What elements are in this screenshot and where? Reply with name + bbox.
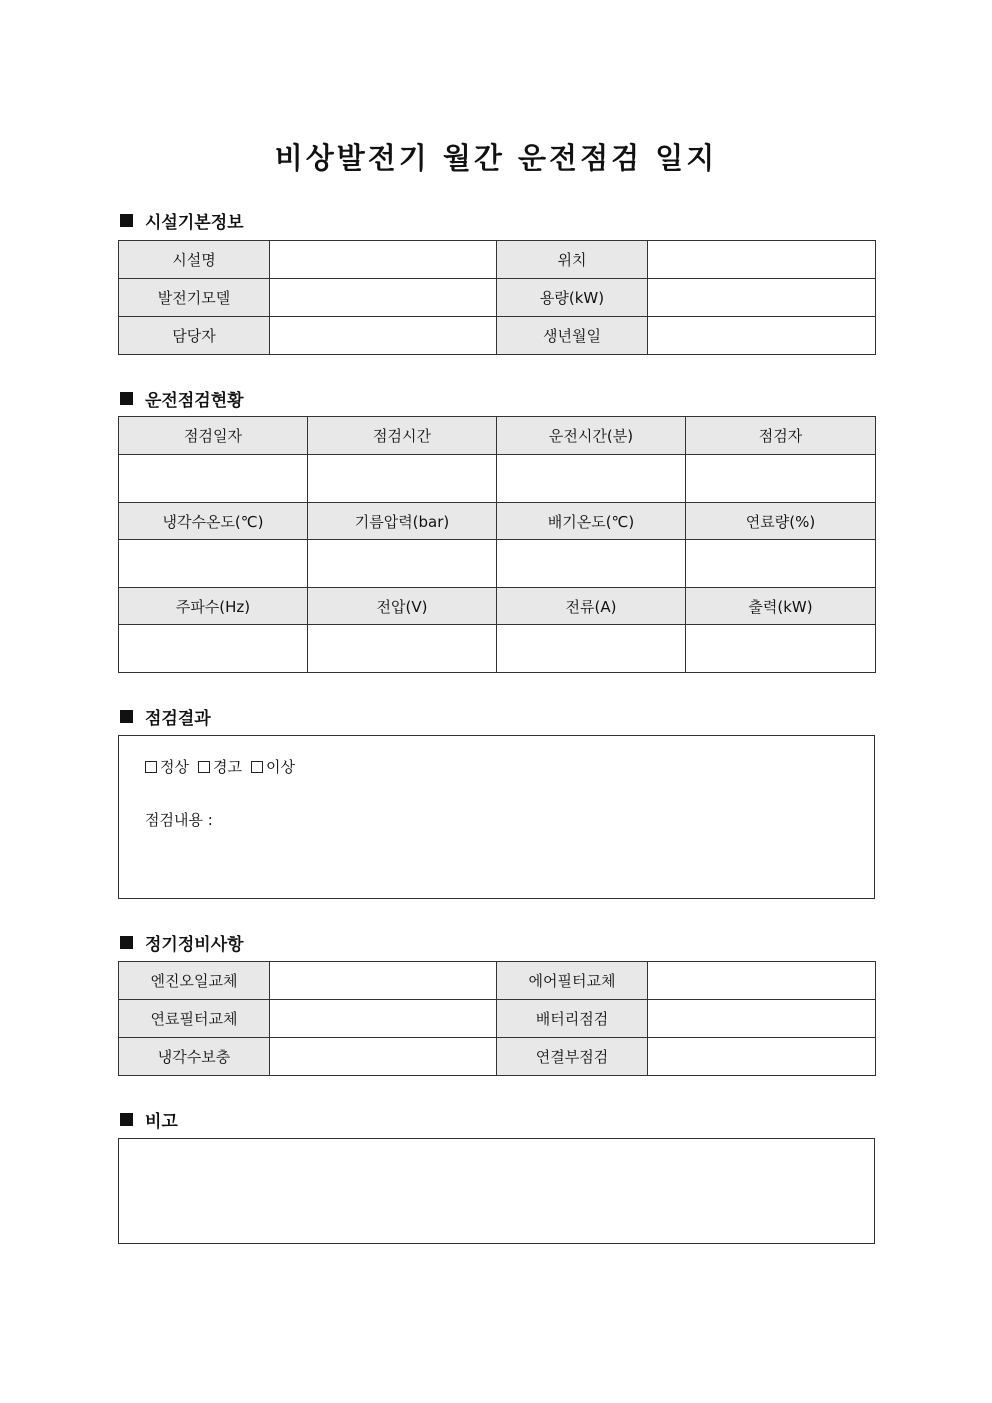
checkbox-label: 이상 [265,758,295,776]
inspection-content-label: 점검내용 : [145,811,213,829]
input-engine-oil[interactable] [270,962,497,1000]
input-inspection-time[interactable] [308,455,497,503]
label-location: 위치 [497,241,648,279]
checkbox-label: 경고 [212,758,242,776]
section-heading-operation [120,386,244,411]
input-fuel-filter[interactable] [270,1000,497,1038]
input-capacity[interactable] [648,279,876,317]
input-battery-check[interactable] [648,1000,876,1038]
square-bullet-icon [120,392,133,405]
input-connection-check[interactable] [648,1038,876,1076]
table-row [119,417,876,455]
table-row [119,1000,876,1038]
label-engine-oil: 엔진오일교체 [119,962,270,1000]
checkbox-warning[interactable] [198,756,242,777]
remarks-box[interactable] [118,1138,875,1244]
table-row [119,588,876,625]
label-inspection-date: 점검일자 [119,417,308,455]
checkbox-abnormal[interactable] [251,756,295,777]
square-bullet-icon [120,214,133,227]
label-output: 출력(kW) [686,588,876,625]
label-generator-model: 발전기모델 [119,279,270,317]
table-row [119,317,876,355]
label-manager: 담당자 [119,317,270,355]
checkbox-icon[interactable] [145,761,157,773]
square-bullet-icon [120,936,133,949]
checkbox-icon[interactable] [198,761,210,773]
label-battery-check: 배터리점검 [497,1000,648,1038]
section-heading-maintenance [120,930,244,955]
section-title: 정기정비사항 [145,935,244,955]
input-oil-pressure[interactable] [308,540,497,588]
input-fuel-level[interactable] [686,540,876,588]
result-box [118,735,875,899]
section-heading-result [120,704,211,729]
label-frequency: 주파수(Hz) [119,588,308,625]
table-row [119,540,876,588]
page-title: 비상발전기 월간 운전점검 일지 [274,141,718,175]
label-coolant-refill: 냉각수보충 [119,1038,270,1076]
input-run-time[interactable] [497,455,686,503]
input-location[interactable] [648,241,876,279]
table-row [119,625,876,673]
label-oil-pressure: 기름압력(bar) [308,503,497,540]
input-manager[interactable] [270,317,497,355]
label-fuel-filter: 연료필터교체 [119,1000,270,1038]
label-air-filter: 에어필터교체 [497,962,648,1000]
section-title: 비고 [145,1112,178,1132]
checkbox-icon[interactable] [251,761,263,773]
square-bullet-icon [120,1113,133,1126]
input-coolant-temp[interactable] [119,540,308,588]
label-connection-check: 연결부점검 [497,1038,648,1076]
input-output[interactable] [686,625,876,673]
label-run-time: 운전시간(분) [497,417,686,455]
input-generator-model[interactable] [270,279,497,317]
label-voltage: 전압(V) [308,588,497,625]
input-frequency[interactable] [119,625,308,673]
input-air-filter[interactable] [648,962,876,1000]
section-title: 운전점검현황 [145,391,244,411]
section-heading-basic-info [120,208,244,233]
input-inspection-date[interactable] [119,455,308,503]
label-facility-name: 시설명 [119,241,270,279]
maintenance-table [118,961,876,1076]
table-row [119,962,876,1000]
input-current[interactable] [497,625,686,673]
input-coolant-refill[interactable] [270,1038,497,1076]
label-birthdate: 생년월일 [497,317,648,355]
label-fuel-level: 연료량(%) [686,503,876,540]
checkbox-normal[interactable] [145,756,189,777]
input-exhaust-temp[interactable] [497,540,686,588]
section-title: 시설기본정보 [145,213,244,233]
label-coolant-temp: 냉각수온도(℃) [119,503,308,540]
section-title: 점검결과 [145,709,211,729]
table-row [119,455,876,503]
input-inspector[interactable] [686,455,876,503]
label-exhaust-temp: 배기온도(℃) [497,503,686,540]
checkbox-label: 정상 [160,758,189,776]
table-row [119,1038,876,1076]
result-options [145,756,304,777]
section-heading-remarks [120,1107,178,1132]
basic-info-table [118,240,876,355]
input-birthdate[interactable] [648,317,876,355]
square-bullet-icon [120,710,133,723]
table-row [119,503,876,540]
table-row [119,241,876,279]
input-facility-name[interactable] [270,241,497,279]
input-voltage[interactable] [308,625,497,673]
operation-table [118,416,876,673]
label-inspection-time: 점검시간 [308,417,497,455]
label-capacity: 용량(kW) [497,279,648,317]
label-current: 전류(A) [497,588,686,625]
label-inspector: 점검자 [686,417,876,455]
table-row [119,279,876,317]
